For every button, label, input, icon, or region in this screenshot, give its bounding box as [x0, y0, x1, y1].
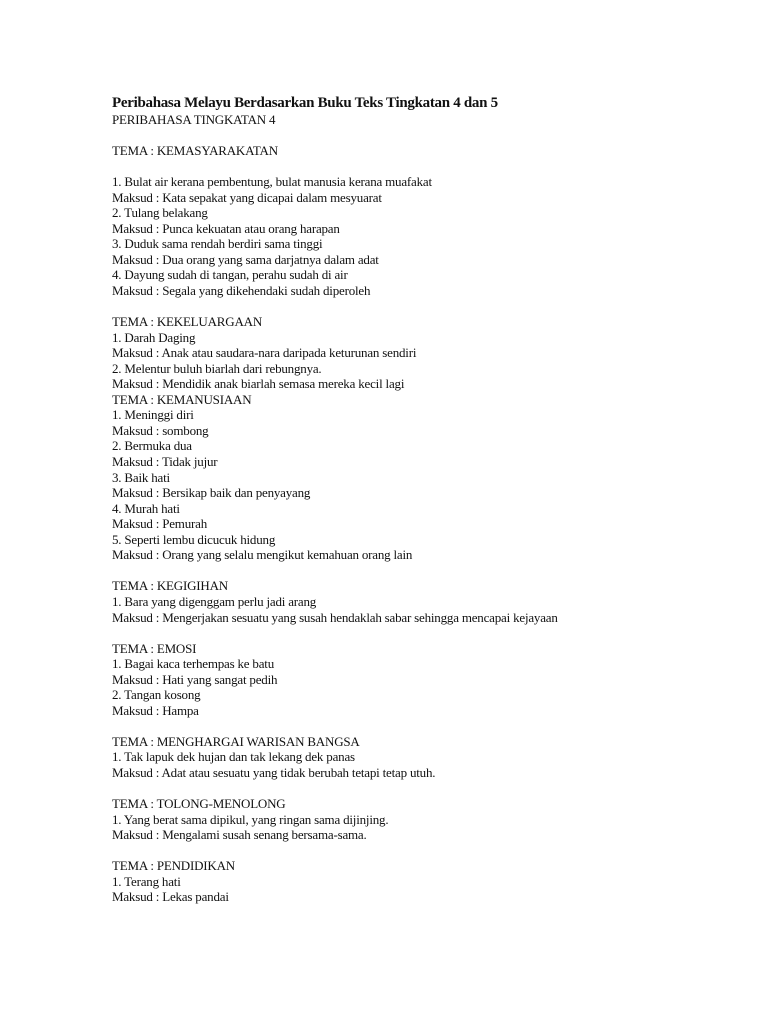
- theme-heading: TEMA : KEKELUARGAAN: [112, 314, 263, 330]
- meaning-line: Maksud : Kata sepakat yang dicapai dalam mesyuarat: [112, 189, 382, 205]
- theme-heading: TEMA : KEMANUSIAAN: [112, 391, 252, 407]
- blank-line: [112, 625, 732, 641]
- proverb-line: 3. Baik hati: [112, 469, 170, 485]
- proverb-line: 1. Bara yang digenggam perlu jadi arang: [112, 593, 317, 609]
- proverb-line: 1. Terang hati: [112, 873, 181, 889]
- proverb-line: 2. Tulang belakang: [112, 205, 208, 221]
- proverb-line: 2. Tangan kosong: [112, 687, 201, 703]
- meaning-line: Maksud : Lekas pandai: [112, 889, 229, 905]
- blank-line: [112, 128, 732, 144]
- meaning-line: Maksud : Tidak jujur: [112, 454, 218, 470]
- meaning-line: Maksud : Orang yang selalu mengikut kemahuan orang lain: [112, 547, 413, 563]
- proverb-line: 1. Meninggi diri: [112, 407, 194, 423]
- proverb-line: 4. Dayung sudah di tangan, perahu sudah di air: [112, 267, 348, 283]
- proverb-line: 5. Seperti lembu dicucuk hidung: [112, 531, 276, 547]
- meaning-line: Maksud : sombong: [112, 422, 209, 438]
- meaning-line: Maksud : Bersikap baik dan penyayang: [112, 485, 311, 501]
- meaning-line: Maksud : Mendidik anak biarlah semasa mereka kecil lagi: [112, 376, 405, 392]
- proverb-line: 2. Melentur buluh biarlah dari rebungnya.: [112, 360, 322, 376]
- meaning-line: Maksud : Segala yang dikehendaki sudah diperoleh: [112, 283, 371, 299]
- meaning-line: Maksud : Hampa: [112, 702, 199, 718]
- document-title: Peribahasa Melayu Berdasarkan Buku Teks Tingkatan 4 dan 5: [112, 95, 498, 111]
- theme-heading: TEMA : KEGIGIHAN: [112, 578, 228, 594]
- theme-heading: TEMA : KEMASYARAKATAN: [112, 143, 278, 159]
- theme-heading: TEMA : EMOSI: [112, 640, 197, 656]
- document-subtitle: PERIBAHASA TINGKATAN 4: [112, 112, 276, 127]
- meaning-line: Maksud : Mengerjakan sesuatu yang susah hendaklah sabar sehingga mencapai kejayaan: [112, 609, 558, 625]
- meaning-line: Maksud : Anak atau saudara-nara daripada keturunan sendiri: [112, 345, 417, 361]
- theme-heading: TEMA : MENGHARGAI WARISAN BANGSA: [112, 733, 360, 749]
- blank-line: [112, 843, 732, 859]
- proverb-line: 2. Bermuka dua: [112, 438, 192, 454]
- theme-heading: TEMA : TOLONG-MENOLONG: [112, 796, 286, 812]
- proverb-line: 3. Duduk sama rendah berdiri sama tinggi: [112, 236, 323, 252]
- proverb-line: 4. Murah hati: [112, 500, 180, 516]
- proverb-line: 1. Darah Daging: [112, 329, 196, 345]
- proverb-line: 1. Bulat air kerana pembentung, bulat manusia kerana muafakat: [112, 174, 432, 190]
- blank-line: [112, 718, 732, 734]
- meaning-line: Maksud : Dua orang yang sama darjatnya dalam adat: [112, 251, 379, 267]
- document-body: [112, 94, 732, 905]
- meaning-line: Maksud : Mengalami susah senang bersama-sama.: [112, 827, 367, 843]
- blank-line: [112, 159, 732, 175]
- meaning-line: Maksud : Hati yang sangat pedih: [112, 671, 278, 687]
- meaning-line: Maksud : Punca kekuatan atau orang harapan: [112, 220, 340, 236]
- meaning-line: Maksud : Adat atau sesuatu yang tidak berubah tetapi tetap utuh.: [112, 764, 436, 780]
- document-lines: [112, 128, 732, 905]
- proverb-line: 1. Yang berat sama dipikul, yang ringan sama dijinjing.: [112, 811, 389, 827]
- blank-line: [112, 781, 732, 797]
- proverb-line: 1. Tak lapuk dek hujan dan tak lekang dek panas: [112, 749, 355, 765]
- theme-heading: TEMA : PENDIDIKAN: [112, 858, 235, 874]
- proverb-line: 1. Bagai kaca terhempas ke batu: [112, 656, 275, 672]
- blank-line: [112, 299, 732, 315]
- blank-line: [112, 563, 732, 579]
- meaning-line: Maksud : Pemurah: [112, 516, 208, 532]
